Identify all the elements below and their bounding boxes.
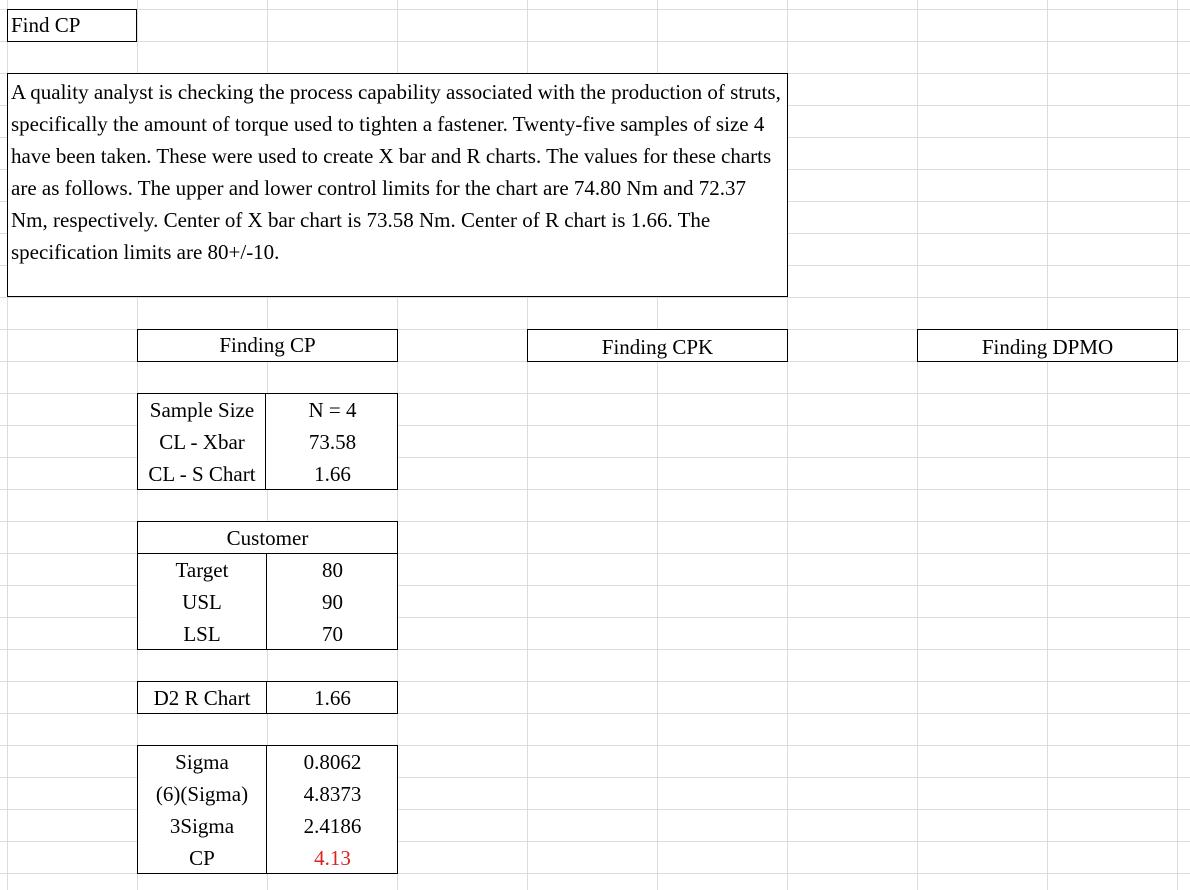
cl-s-chart-label[interactable]: CL - S Chart	[148, 462, 256, 486]
sample-size-label[interactable]: Sample Size	[149, 398, 255, 422]
finding-cpk-label: Finding CPK	[601, 335, 714, 359]
cl-xbar-label[interactable]: CL - Xbar	[159, 430, 245, 454]
sample-size-value[interactable]: N = 4	[308, 398, 357, 422]
six-sigma-value[interactable]: 4.8373	[303, 782, 362, 806]
lsl-label[interactable]: LSL	[183, 622, 221, 646]
problem-text[interactable]: A quality analyst is checking the process capability associated with the production of struts, specifically the amount of torque used to tighten a fastener. Twenty-five samples of size 4 have been taken. These were used to create X bar and R charts. The values for these charts are as follows. The upper and lower control limits for the chart are 74.80 Nm and 72.37 Nm, respectively. Center of X bar chart is 73.58 Nm. Center of R chart is 1.66. The specification limits are 80+/-10.	[7, 73, 788, 297]
lsl-value[interactable]: 70	[322, 622, 343, 646]
cp-value[interactable]: 4.13	[314, 846, 351, 870]
sigma-value[interactable]: 0.8062	[303, 750, 362, 774]
cl-xbar-value[interactable]: 73.58	[308, 430, 357, 454]
target-value[interactable]: 80	[322, 558, 343, 582]
d2-value[interactable]: 1.66	[314, 686, 351, 710]
cp-label[interactable]: CP	[189, 846, 215, 870]
six-sigma-label[interactable]: (6)(Sigma)	[155, 782, 249, 806]
usl-label[interactable]: USL	[182, 590, 222, 614]
sigma-label[interactable]: Sigma	[175, 750, 229, 774]
finding-cp-label: Finding CP	[219, 333, 316, 357]
title-cell[interactable]: Find CP	[11, 13, 81, 37]
target-label[interactable]: Target	[175, 558, 229, 582]
cl-s-chart-value[interactable]: 1.66	[314, 462, 351, 486]
usl-value[interactable]: 90	[322, 590, 343, 614]
three-sigma-label[interactable]: 3Sigma	[169, 814, 235, 838]
finding-dpmo-label: Finding DPMO	[981, 335, 1114, 359]
customer-header[interactable]: Customer	[226, 526, 309, 550]
d2-label[interactable]: D2 R Chart	[153, 686, 251, 710]
three-sigma-value[interactable]: 2.4186	[303, 814, 362, 838]
